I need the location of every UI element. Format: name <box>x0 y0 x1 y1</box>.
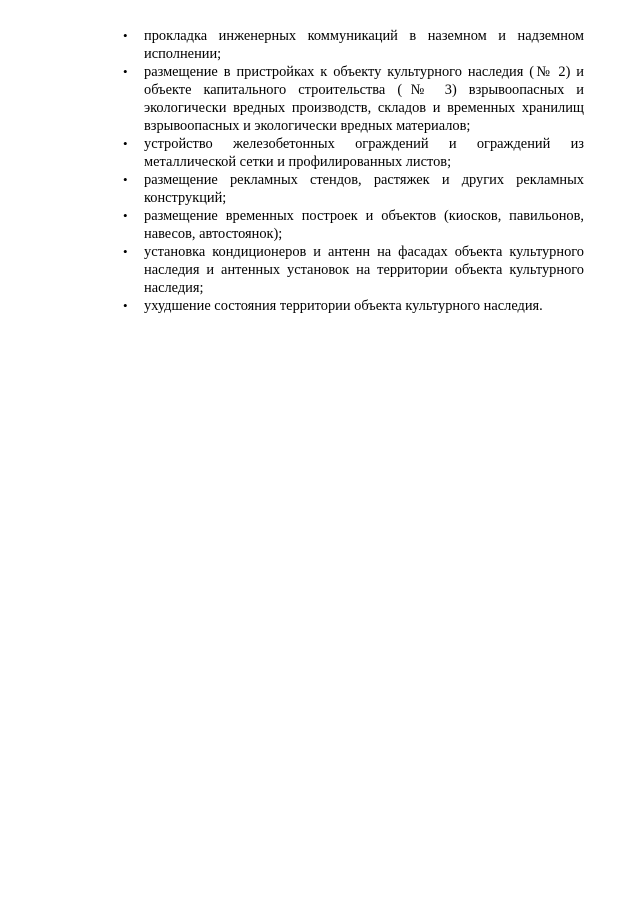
list-item <box>121 27 584 63</box>
restrictions-bullet-list <box>121 27 584 315</box>
bullet-icon: • <box>123 136 128 151</box>
list-item-text: ухудшение состояния территории объекта культурного наследия. <box>144 298 543 314</box>
list-item-text: размещение временных построек и объектов (киосков, павильонов, навесов, автостоянок); <box>144 208 584 242</box>
bullet-icon: • <box>123 208 128 223</box>
list-item-text: размещение рекламных стендов, растяжек и других рекламных конструкций; <box>144 172 584 206</box>
bullet-icon: • <box>123 244 128 259</box>
list-item <box>121 297 584 315</box>
list-item <box>121 243 584 297</box>
bullet-icon: • <box>123 64 128 79</box>
bullet-icon: • <box>123 298 128 313</box>
list-item-text: установка кондиционеров и антенн на фасадах объекта культурного наследия и антенных установок на территории объекта культурного наследия; <box>144 244 584 296</box>
bullet-icon: • <box>123 172 128 187</box>
list-item <box>121 135 584 171</box>
list-item-text: прокладка инженерных коммуникаций в наземном и надземном исполнении; <box>144 28 584 62</box>
list-item <box>121 207 584 243</box>
bullet-icon: • <box>123 28 128 43</box>
list-item-text: размещение в пристройках к объекту культурного наследия (№ 2) и объекте капитального строительства (№ 3) взрывоопасных и экологически вредных производств, складов и временных хранилищ взрывоопасных и экологически вредных материалов; <box>144 64 584 134</box>
list-item <box>121 63 584 135</box>
list-item <box>121 171 584 207</box>
list-item-text: устройство железобетонных ограждений и ограждений из металлической сетки и профилированных листов; <box>144 136 584 170</box>
